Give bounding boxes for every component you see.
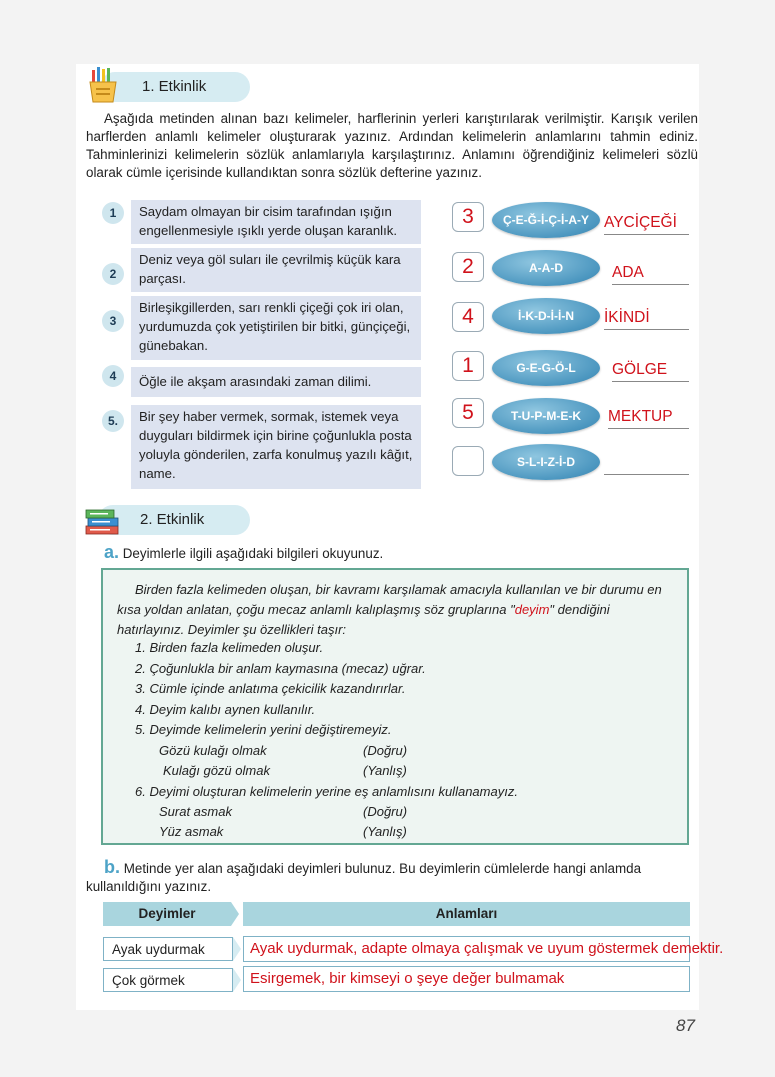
written-word[interactable] (604, 452, 689, 475)
pencil-cup-icon (84, 64, 124, 104)
row-arrow (233, 968, 241, 992)
definition-box: Birleşikgillerden, sarı renkli çiçeği çok iri olan, yurdumuzda çok yetiştirilen bir bitki, günçiçeği, günebakan. (131, 296, 421, 360)
scrambled-word: A-A-D (492, 250, 600, 286)
written-word[interactable]: GÖLGE (612, 359, 689, 382)
table-header-meanings: Anlamları (243, 902, 690, 926)
written-word[interactable]: ADA (612, 262, 689, 285)
written-word[interactable]: İKİNDİ (604, 307, 689, 330)
idiom-cell: Çok görmek (103, 968, 233, 992)
part-a-letter: a. (104, 542, 120, 562)
info-item: 1. Birden fazla kelimeden oluşur. (135, 640, 324, 655)
definition-box: Öğle ile akşam arasındaki zaman dilimi. (131, 367, 421, 397)
example-tag: (Doğru) (363, 804, 408, 819)
answer-box[interactable] (452, 446, 484, 476)
info-intro (117, 580, 677, 640)
activity1-intro: Aşağıda metinden alınan bazı kelimeler, harflerinin yerleri karıştırılarak verilmiştir. Karışık verilen harflerden anlamlı kelimeler oluşturarak yazınız. Ardından kelimelerin anlamlarını tahmin ediniz. Tahminlerinizi kelimelerin sözlük anlamlarıyla karşılaştırınız. Anlamını öğrendiğiniz kelimeleri sözlü olarak cümle içerisinde kullandıktan sonra sözlük defterine yazınız. (86, 111, 698, 180)
answer-box[interactable]: 3 (452, 202, 484, 232)
info-intro-text-end: " dendiğini hatırlayınız. Deyimler şu özellikleri taşır: (117, 602, 610, 637)
example-phrase: Yüz asmak (159, 824, 224, 839)
answer-box[interactable]: 4 (452, 302, 484, 332)
definition-number: 4 (102, 365, 124, 387)
definition-box: Deniz veya göl suları ile çevrilmiş küçük kara parçası. (131, 248, 421, 292)
example-phrase: Gözü kulağı olmak (159, 743, 267, 758)
part-a-text: Deyimlerle ilgili aşağıdaki bilgileri okuyunuz. (122, 546, 384, 561)
definition-number: 2 (102, 263, 124, 285)
info-intro-text: Birden fazla kelimeden oluşan, bir kavramı karşılamak amacıyla kullanılan ve bir durumu en kısa yoldan anlatan, çoğu mecaz anlamlı kalıplaşmış söz gruplarına " (117, 582, 662, 617)
part-a-line (104, 542, 383, 563)
info-item: 5. Deyimde kelimelerin yerini değiştiremeyiz. (135, 722, 392, 737)
info-item: 3. Cümle içinde anlatıma çekicilik kazandırırlar. (135, 681, 406, 696)
part-b-line (86, 858, 696, 896)
example-tag: (Doğru) (363, 743, 408, 758)
scrambled-word: T-U-P-M-E-K (492, 398, 600, 434)
definition-box: Saydam olmayan bir cisim tarafından ışığın engellenmesiyle ışıklı yerde oluşan karanlık. (131, 200, 421, 244)
definition-number: 3 (102, 310, 124, 332)
answer-box[interactable]: 2 (452, 252, 484, 282)
scrambled-word: İ-K-D-İ-İ-N (492, 298, 600, 334)
activity1-title: 1. Etkinlik (142, 78, 207, 95)
activity2-title: 2. Etkinlik (140, 511, 205, 528)
info-item: 6. Deyimi oluşturan kelimelerin yerine eş anlamlısını kullanamayız. (135, 784, 518, 799)
example-tag: (Yanlış) (363, 763, 407, 778)
definition-number: 5. (102, 410, 124, 432)
scrambled-word: G-E-G-Ö-L (492, 350, 600, 386)
scrambled-word: S-L-I-Z-İ-D (492, 444, 600, 480)
example-phrase: Kulağı gözü olmak (163, 763, 270, 778)
table-header-idioms: Deyimler (103, 902, 231, 926)
answer-box[interactable]: 5 (452, 398, 484, 428)
definition-number: 1 (102, 202, 124, 224)
part-b-letter: b. (104, 857, 120, 877)
written-word[interactable]: MEKTUP (608, 406, 689, 429)
info-item: 4. Deyim kalıbı aynen kullanılır. (135, 702, 316, 717)
meaning-cell[interactable]: Ayak uydurmak, adapte olmaya çalışmak ve uyum göstermek demektir. (243, 936, 690, 962)
books-icon (84, 506, 122, 536)
info-keyword: deyim (514, 602, 550, 617)
part-b-text: Metinde yer alan aşağıdaki deyimleri bulunuz. Bu deyimlerin cümlelerde hangi anlamda kullanıldığını yazınız. (86, 861, 642, 894)
row-arrow (233, 937, 241, 961)
info-item: 2. Çoğunlukla bir anlam kaymasına (mecaz) uğrar. (135, 661, 426, 676)
written-word[interactable]: AYCİÇEĞİ (604, 212, 689, 235)
example-tag: (Yanlış) (363, 824, 407, 839)
example-phrase: Surat asmak (159, 804, 232, 819)
page-number: 87 (676, 1016, 695, 1035)
answer-box[interactable]: 1 (452, 351, 484, 381)
header-arrow (231, 902, 239, 926)
idiom-info-box (101, 568, 689, 845)
definition-box: Bir şey haber vermek, sormak, istemek veya duyguları bildirmek için birine çoğunlukla posta yoluyla gönderilen, zarfa konulmuş yazılı kâğıt, name. (131, 405, 421, 489)
meaning-cell[interactable]: Esirgemek, bir kimseyi o şeye değer bulmamak (243, 966, 690, 992)
scrambled-word: Ç-E-Ğ-İ-Ç-İ-A-Y (492, 202, 600, 238)
idiom-cell: Ayak uydurmak (103, 937, 233, 961)
